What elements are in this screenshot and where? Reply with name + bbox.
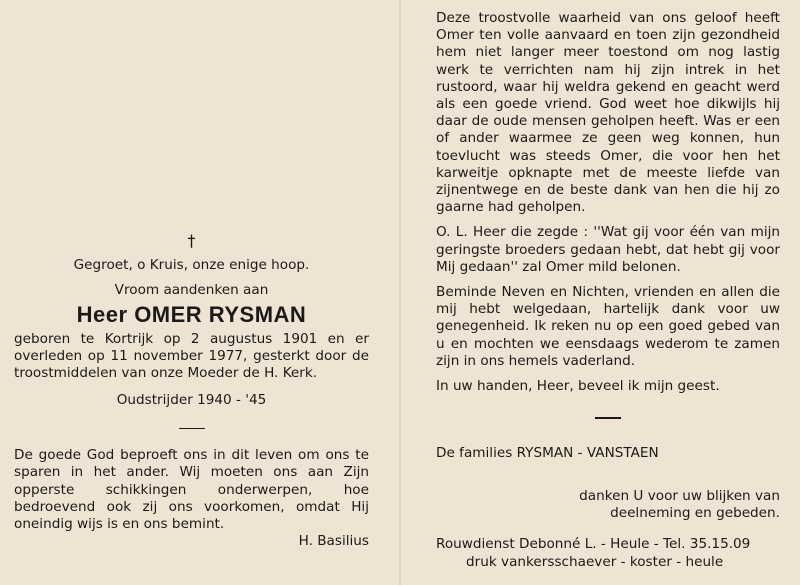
life-details: geboren te Kortrijk op 2 augustus 1901 en er overleden op 11 november 1977, gesterkt door de troostmiddelen van onze Moeder de H. Kerk. (14, 330, 369, 382)
paragraph-2: O. L. Heer die zegde : ''Wat gij voor één van mijn geringste broeders gedaan hebt, dat hebt gij voor Mij gedaan'' zal Omer mild belonen. (436, 224, 780, 275)
paragraph-3: Beminde Neven en Nichten, vrienden en allen die mij hebt welgedaan, hartelijk dank voor uw genegenheid. Ik reken nu op een goed gebed van u en mochten we eensdaags wederom te zamen zijn in ons hemels vaderland. (436, 284, 780, 369)
deceased-name: Heer OMER RYSMAN (76, 301, 307, 327)
divider-dash (179, 428, 205, 430)
funeral-service-line: Rouwdienst Debonné L. - Heule - Tel. 35.15.09 (436, 536, 751, 553)
cross-symbol: † (187, 231, 196, 250)
paragraph-4: In uw handen, Heer, beveel ik mijn geest. (436, 378, 720, 395)
quote-author: H. Basilius (298, 533, 369, 550)
quote-body: De goede God beproeft ons in dit leven om ons te sparen in het ander. Wij moeten ons aan Zijn opperste schikkingen onderwerpen, hoe bedroevend ook zij ons voorkomen, omdat Hij oneindig wijs is en ons bemint. (14, 447, 369, 533)
memory-line: Vroom aandenken aan (114, 282, 269, 299)
card-fold (399, 0, 401, 585)
thanks-line: danken U voor uw blijken van deelneming en gebeden. (579, 488, 780, 522)
divider-dash-right (595, 417, 621, 419)
right-panel (436, 10, 780, 571)
greeting-line: Gegroet, o Kruis, onze enige hoop. (73, 257, 310, 274)
printer-line: druk vankersschaever - koster - heule (466, 553, 724, 570)
families-line: De families RYSMAN - VANSTAEN (436, 444, 659, 461)
paragraph-1: Deze troostvolle waarheid van ons geloof heeft Omer ten volle aanvaard en toen zijn gezondheid hem niet langer meer toestond om nog lastig werk te verrichten nam hij zijn intrek in het rustoord, waar hij weldra gekend en geacht werd als een goede vriend. God weet hoe dikwijls hij daar de oude mensen geholpen heeft. Was er een of ander waarmee ze geen weg konnen, hun toevlucht was steeds Omer, die voor hen het karweitje opknapte met de meeste liefde van zijnentwege en de beste dank van hen die hij zo gaarne had geholpen. (436, 10, 780, 216)
veteran-line: Oudstrijder 1940 - '45 (116, 392, 267, 409)
left-panel (14, 232, 369, 550)
